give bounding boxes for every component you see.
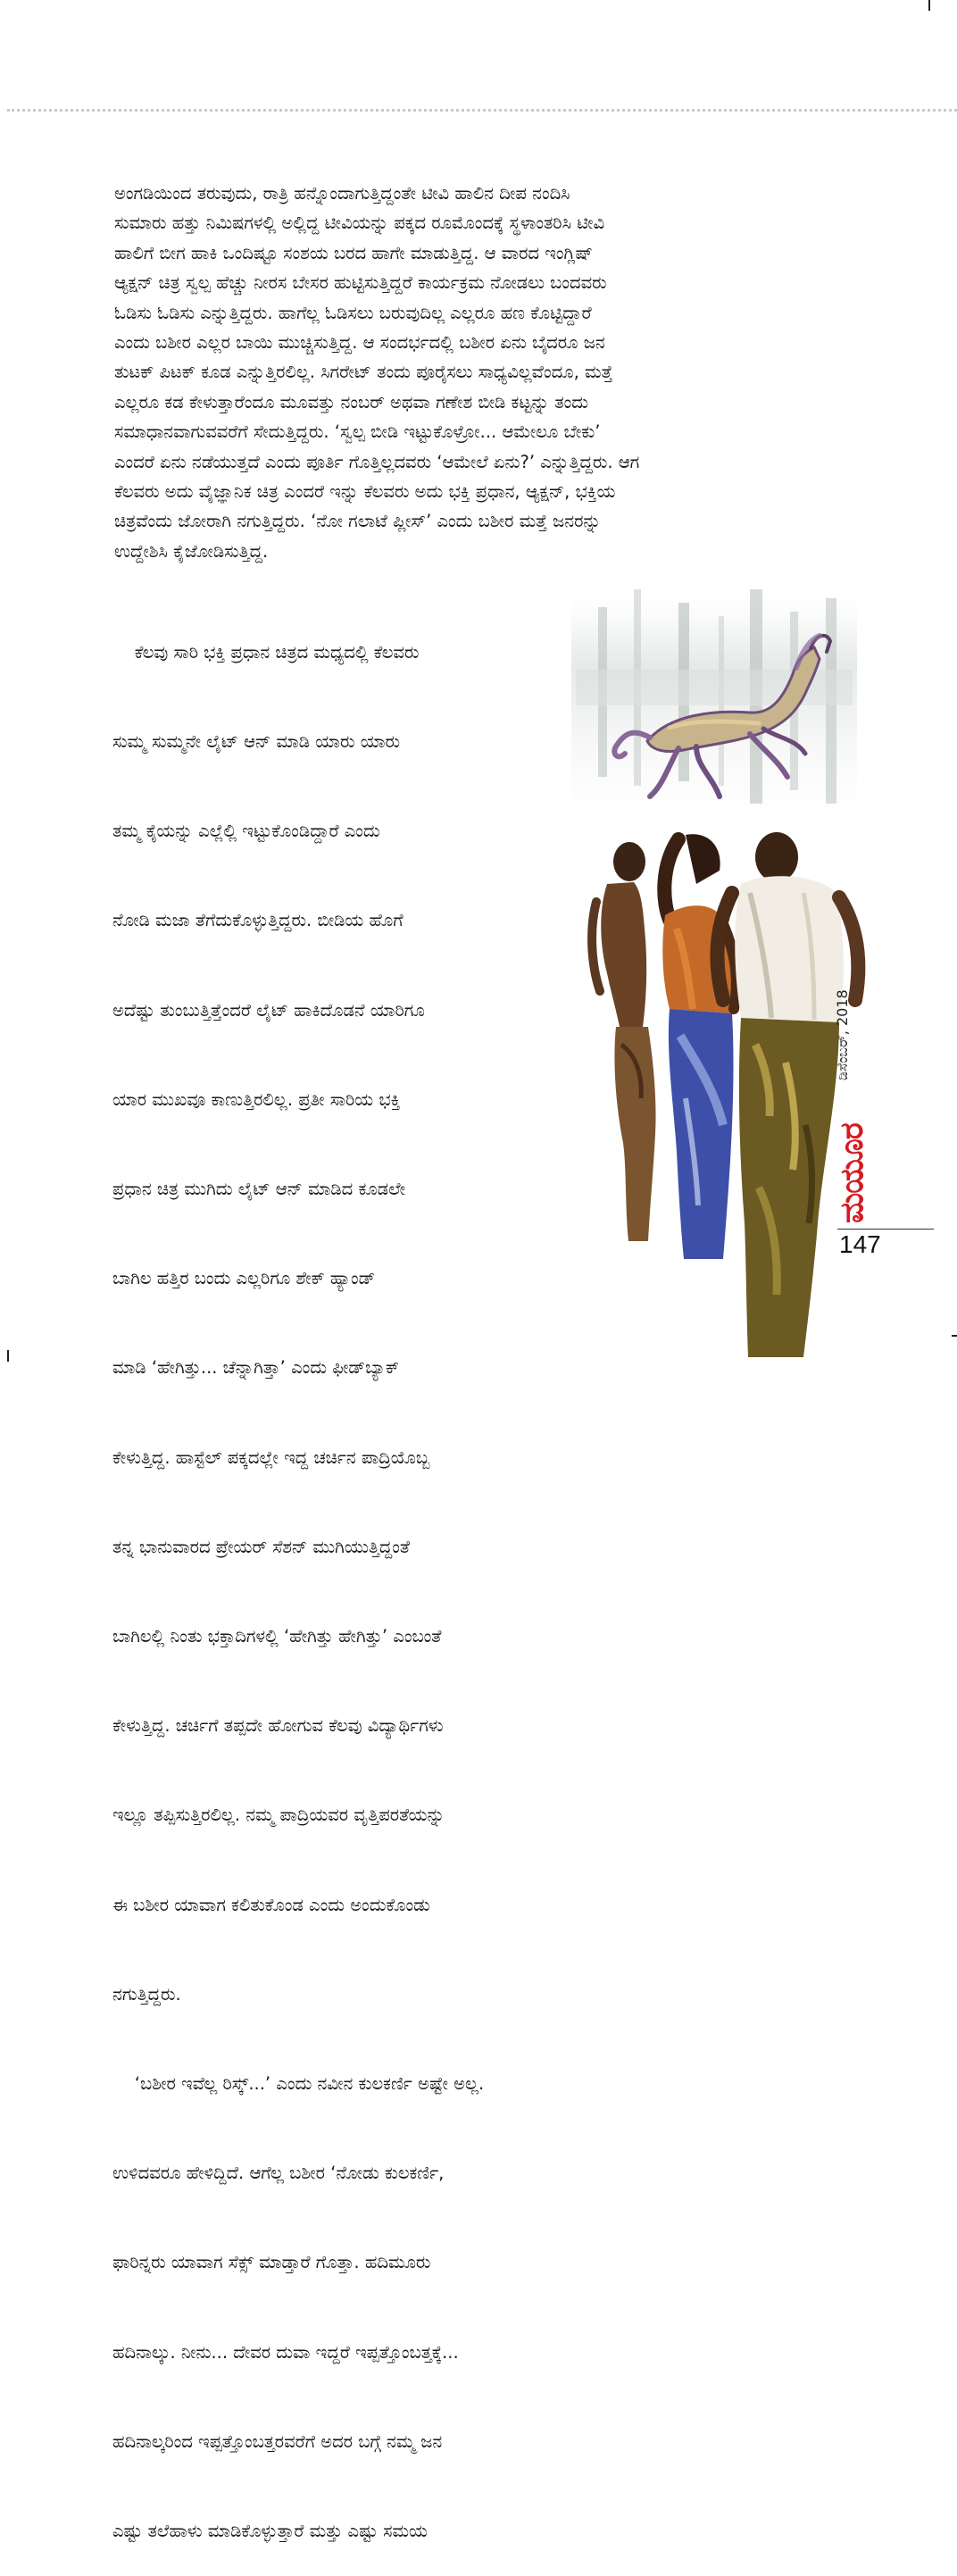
text-line: ಫಾರಿನ್ನರು ಯಾವಾಗ ಸೆಕ್ಸ್ ಮಾಡ್ತಾರೆ ಗೊತ್ತಾ. ಹದಿಮೂರು — [112, 2252, 431, 2273]
text-line: ಇಲ್ಲೂ ತಪ್ಪಿಸುತ್ತಿರಲಿಲ್ಲ. ನಮ್ಮ ಪಾದ್ರಿಯವರ ವೃತ್ತಿಪರತೆಯನ್ನು — [112, 1805, 445, 1826]
text-line: ಹಾಲಿಗೆ ಬೀಗ ಹಾಕಿ ಒಂದಿಷ್ಟೂ ಸಂಶಯ ಬರದ ಹಾಗೇ ಮಾಡುತ್ತಿದ್ದ. ಆ ವಾರದ ಇಂಗ್ಲಿಷ್ — [114, 242, 594, 263]
left-figure — [592, 842, 655, 1241]
crop-mark-bottom-left — [7, 1350, 9, 1362]
text-line: ಉಳಿದವರೂ ಹೇಳಿದ್ದಿದೆ. ಆಗೆಲ್ಲ ಬಶೀರ ‘ನೋಡು ಕುಲಕರ್ಣಿ, — [112, 2163, 445, 2184]
text-line: ಈ ಬಶೀರ ಯಾವಾಗ ಕಲಿತುಕೊಂಡ ಎಂದು ಅಂದುಕೊಂಡು — [112, 1894, 430, 1915]
text-line: ಸುಮಾರು ಹತ್ತು ನಿಮಿಷಗಳಲ್ಲಿ ಅಲ್ಲಿದ್ದ ಟೀವಿಯನ್ನು ಪಕ್ಕದ ರೂಮೊಂದಕ್ಕೆ ಸ್ಥಳಾಂತರಿಸಿ ಟೀವಿ — [114, 213, 605, 234]
text-line: ಕೇಳುತ್ತಿದ್ದ. ಹಾಸ್ಟೆಲ್ ಪಕ್ಕದಲ್ಲೇ ಇದ್ದ ಚರ್ಚಿನ ಪಾದ್ರಿಯೊಬ್ಬ — [112, 1446, 430, 1468]
text-line: ಎಲ್ಲರೂ ಕಡ ಕೇಳುತ್ತಾರೆಂದೂ ಮೂವತ್ತು ನಂಬರ್ ಅಥವಾ ಗಣೇಶ ಬೀಡಿ ಕಟ್ಟನ್ನು ತಂದು — [114, 391, 589, 413]
text-line: ತುಟಕ್ ಪಿಟಕ್ ಕೂಡ ಎನ್ನುತ್ತಿರಲಿಲ್ಲ. ಸಿಗರೇಟ್ ತಂದು ಪೂರೈಸಲು ಸಾಧ್ಯವಿಲ್ಲವೆಂದೂ, ಮತ್ತೆ — [114, 362, 613, 383]
article-text-full-width — [114, 179, 828, 566]
text-line: ಕೆಲವು ಸಾರಿ ಭಕ್ತಿ ಪ್ರಧಾನ ಚಿತ್ರದ ಮಧ್ಯದಲ್ಲಿ ಕೆಲವರು — [112, 641, 420, 663]
text-line: ಸಮಾಧಾನವಾಗುವವರೆಗೆ ಸೇದುತ್ತಿದ್ದರು. ‘ಸ್ವಲ್ಪ ಬೀಡಿ ಇಟ್ಟುಕೊಳ್ರೋ... ಆಮೇಲೂ ಬೇಕು’ — [114, 421, 601, 443]
text-line: ನಗುತ್ತಿದ್ದರು. — [112, 1983, 181, 2005]
text-line: ಕೇಳುತ್ತಿದ್ದ. ಚರ್ಚಿಗೆ ತಪ್ಪದೇ ಹೋಗುವ ಕೆಲವು ವಿದ್ಯಾರ್ಥಿಗಳು — [112, 1715, 444, 1737]
text-line: ಎಂದು ಬಶೀರ ಎಲ್ಲರ ಬಾಯಿ ಮುಚ್ಚಿಸುತ್ತಿದ್ದ. ಆ ಸಂದರ್ಭದಲ್ಲಿ ಬಶೀರ ಏನು ಬೈದರೂ ಜನ — [114, 331, 605, 353]
text-line: ಪ್ರಧಾನ ಚಿತ್ರ ಮುಗಿದು ಲೈಟ್ ಆನ್ ಮಾಡಿದ ಕೂಡಲೇ — [112, 1179, 406, 1200]
text-line: ಬಾಗಿಲಲ್ಲಿ ನಿಂತು ಭಕ್ತಾದಿಗಳಲ್ಲಿ ‘ಹೇಗಿತ್ತು ಹೇಗಿತ್ತು’ ಎಂಬಂತೆ — [112, 1626, 442, 1647]
text-line: ‘ಬಶೀರ ಇವೆಲ್ಲ ರಿಸ್ಕ್...’ ಎಂದು ನವೀನ ಕುಲಕರ್ಣಿ ಅಷ್ಟೇ ಅಲ್ಲ. — [112, 2073, 485, 2095]
text-line: ಆ್ಯಕ್ಷನ್ ಚಿತ್ರ ಸ್ವಲ್ಪ ಹೆಚ್ಚು ನೀರಸ ಬೇಸರ ಹುಟ್ಟಿಸುತ್ತಿದ್ದರೆ ಕಾರ್ಯಕ್ರಮ ನೋಡಲು ಬಂದವರು — [114, 272, 607, 294]
text-line: ಅಂಗಡಿಯಿಂದ ತರುವುದು, ರಾತ್ರಿ ಹನ್ನೊಂದಾಗುತ್ತಿದ್ದಂತೇ ಟೀವಿ ಹಾಲಿನ ದೀಪ ನಂದಿಸಿ — [114, 183, 570, 204]
text-line: ನೋಡಿ ಮಜಾ ತೆಗೆದುಕೊಳ್ಳುತ್ತಿದ್ದರು. ಬೀಡಿಯ ಹೊಗೆ — [112, 910, 404, 931]
text-line: ಅದೆಷ್ಟು ತುಂಬುತ್ತಿತ್ತೆಂದರೆ ಲೈಟ್ ಹಾಕಿದೊಡನೆ ಯಾರಿಗೂ — [112, 999, 425, 1021]
magazine-logo: ಮಯೂರ — [834, 1123, 870, 1223]
text-line: ಯಾರ ಮುಖವೂ ಕಾಣುತ್ತಿರಲಿಲ್ಲ. ಪ್ರತೀ ಸಾರಿಯ ಭಕ್ತಿ — [112, 1088, 401, 1110]
page-number-rule — [837, 1229, 934, 1230]
text-line: ಮಾಡಿ ‘ಹೇಗಿತ್ತು... ಚೆನ್ನಾಗಿತ್ತಾ’ ಎಂದು ಫೀಡ್‌ಬ್ಯಾಕ್ — [112, 1357, 400, 1379]
text-line: ಬಾಗಿಲ ಹತ್ತಿರ ಬಂದು ಎಲ್ಲರಿಗೂ ಶೇಕ್ ಹ್ಯಾಂಡ್ — [112, 1268, 376, 1289]
issue-date: ಡಿಸೆಂಬರ್, 2018 — [834, 989, 851, 1080]
horse-illustration — [562, 563, 866, 857]
header-dotted-rule — [7, 109, 957, 112]
text-line: ಉದ್ದೇಶಿಸಿ ಕೈಜೋಡಿಸುತ್ತಿದ್ದ. — [114, 540, 269, 562]
text-line: ಕೆಲವರು ಅದು ವೈಜ್ಞಾನಿಕ ಚಿತ್ರ ಎಂದರೆ ಇನ್ನು ಕೆಲವರು ಅದು ಭಕ್ತಿ ಪ್ರಧಾನ, ಆ್ಯಕ್ಷನ್, ಭಕ್ತಿಯ — [114, 480, 616, 502]
text-line: ತನ್ನ ಭಾನುವಾರದ ಪ್ರೇಯರ್ ಸೆಶನ್ ಮುಗಿಯುತ್ತಿದ್ದಂತೆ — [112, 1536, 411, 1557]
text-line: ಎಂದರೆ ಏನು ನಡೆಯುತ್ತದೆ ಎಂದು ಪೂರ್ತಿ ಗೊತ್ತಿಲ್ಲದವರು ‘ಆಮೇಲೆ ಏನು?’ ಎನ್ನುತ್ತಿದ್ದರು. ಆಗ — [114, 451, 640, 472]
text-line: ಎಷ್ಟು ತಲೆಹಾಳು ಮಾಡಿಕೊಳ್ಳುತ್ತಾರೆ ಮತ್ತು ಎಷ್ಟು ಸಮಯ — [112, 2521, 428, 2542]
page-number: 147 — [839, 1230, 881, 1258]
text-line: ಚಿತ್ರವೆಂದು ಜೋರಾಗಿ ನಗುತ್ತಿದ್ದರು. ‘ನೋ ಗಲಾಟೆ ಪ್ಲೀಸ್’ ಎಂದು ಬಶೀರ ಮತ್ತೆ ಜನರನ್ನು — [114, 511, 602, 532]
text-line: ಹದಿನಾಲ್ಕರಿಂದ ಇಪ್ಪತ್ತೊಂಬತ್ತರವರೆಗೆ ಅದರ ಬಗ್ಗೆ ನಮ್ಮ ಜನ — [112, 2430, 443, 2452]
three-figures-illustration — [580, 830, 884, 1362]
text-line: ಓಡಿಸು ಓಡಿಸು ಎನ್ನುತ್ತಿದ್ದರು. ಹಾಗೆಲ್ಲ ಓಡಿಸಲು ಬರುವುದಿಲ್ಲ ಎಲ್ಲರೂ ಹಣ ಕೊಟ್ಟಿದ್ದಾರೆ — [114, 302, 592, 323]
crop-mark-right — [952, 1335, 957, 1337]
right-figure — [717, 832, 858, 1357]
text-line: ಹದಿನಾಲ್ಕು. ನೀನು... ದೇವರ ದುವಾ ಇದ್ದರೆ ಇಪ್ಪತ್ತೊಂಬತ್ತಕ್ಕೆ... — [112, 2341, 459, 2363]
crop-mark-top — [928, 0, 930, 11]
article-text-narrow-column — [112, 578, 595, 2576]
text-line: ತಮ್ಮ ಕೈಯನ್ನು ಎಲ್ಲೆಲ್ಲಿ ಇಟ್ಟುಕೊಂಡಿದ್ದಾರೆ ಎಂದು — [112, 821, 380, 842]
text-line: ಸುಮ್ಮ ಸುಮ್ಮನೇ ಲೈಟ್ ಆನ್ ಮಾಡಿ ಯಾರು ಯಾರು — [112, 731, 401, 753]
